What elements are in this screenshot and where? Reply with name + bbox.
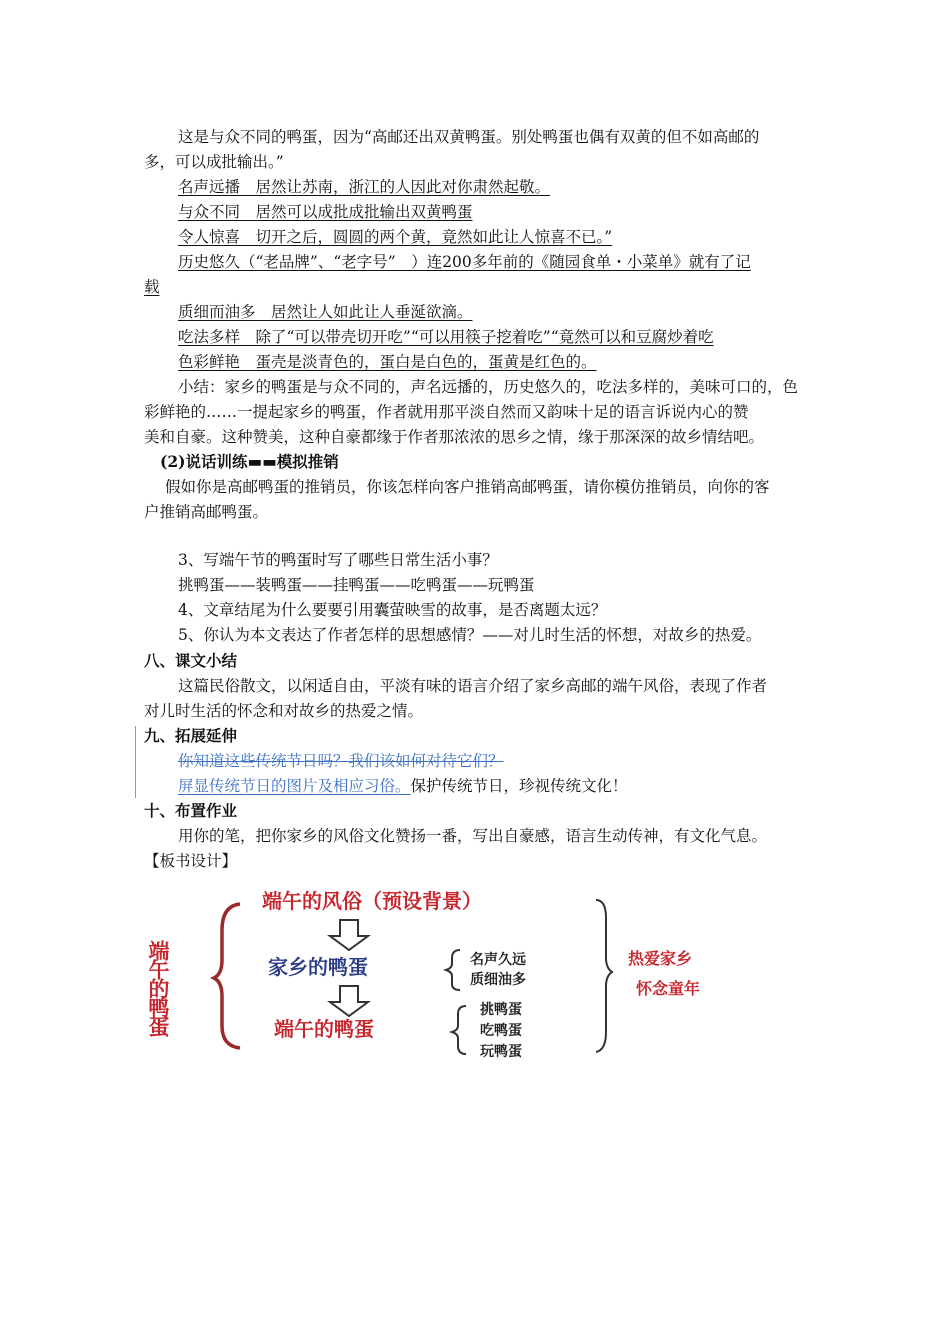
- board-design-label: 【板书设计】: [144, 852, 238, 870]
- deleted-text: 你知道这些传统节日吗？我们该如何对待它们？: [178, 752, 504, 770]
- right-text: 怀念童年: [636, 979, 701, 998]
- point-line: 色彩鲜艳 蛋壳是淡青色的，蛋白是白色的，蛋黄是红色的。: [178, 353, 597, 371]
- down-arrow-icon: [330, 920, 368, 950]
- bottom-item: 玩鸭蛋: [480, 1044, 522, 1060]
- point-line: 令人惊喜 切开之后，圆圆的两个黄，竟然如此让人惊喜不已。”: [178, 228, 613, 246]
- point-line: 历史悠久（“老品牌”、“老字号” ）连200多年前的《随园食单・小菜单》就有了记: [178, 253, 751, 271]
- down-arrow-icon: [330, 986, 368, 1016]
- point-line: 载: [144, 278, 160, 296]
- answer-3: 挑鸭蛋——装鸭蛋——挂鸭蛋——吃鸭蛋——玩鸭蛋: [178, 576, 535, 594]
- speaking-title: (2)说话训练▬▬模拟推销: [160, 452, 339, 471]
- summary-line: 小结：家乡的鸭蛋是与众不同的，声名远播的，历史悠久的，吃法多样的，美味可口的，色: [178, 378, 799, 396]
- bottom-brace: [452, 1006, 466, 1054]
- para-line: 这是与众不同的鸭蛋，因为“高邮还出双黄鸭蛋。别处鸭蛋也偶有双黄的但不如高邮的: [178, 128, 760, 146]
- top-title: 端午的风俗（预设背景）: [262, 889, 482, 913]
- side-title: 端午的鸭蛋: [146, 940, 170, 1035]
- mid-item: 名声久远: [470, 952, 526, 968]
- section-10-heading: 十、布置作业: [144, 801, 238, 820]
- point-line: 名声远播 居然让苏南，浙江的人因此对你肃然起敬。: [178, 178, 551, 196]
- bottom-item: 挑鸭蛋: [480, 1002, 522, 1018]
- point-line: 吃法多样 除了“可以带壳切开吃”“可以用筷子挖着吃”“竟然可以和豆腐炒着吃: [178, 328, 714, 346]
- bottom-title: 端午的鸭蛋: [274, 1017, 374, 1041]
- summary-line: 美和自豪。这种赞美，这种自豪都缘于作者那浓浓的思乡之情，缘于那深深的故乡情结吧。: [144, 428, 765, 446]
- section-8-text: 对儿时生活的怀念和对故乡的热爱之情。: [144, 702, 424, 720]
- section-9-rest: 保护传统节日，珍视传统文化！: [410, 777, 628, 795]
- section-10-text: 用你的笔，把你家乡的风俗文化赞扬一番，写出自豪感，语言生动传神，有文化气息。: [178, 827, 768, 845]
- inserted-text: 屏显传统节日的图片及相应习俗。: [178, 777, 411, 795]
- para-line: 多，可以成批输出。”: [144, 153, 284, 171]
- bottom-item: 吃鸭蛋: [480, 1023, 522, 1039]
- point-line: 质细而油多 居然让人如此让人垂涎欲滴。: [178, 303, 473, 321]
- section-8-heading: 八、课文小结: [144, 651, 238, 670]
- left-brace: [214, 904, 240, 1048]
- point-line: 与众不同 居然可以成批成批输出双黄鸭蛋: [178, 203, 473, 221]
- section-9-line: [178, 775, 628, 797]
- section-8-text: 这篇民俗散文，以闲适自由，平淡有味的语言介绍了家乡高邮的端午风俗，表现了作者: [178, 677, 768, 695]
- speaking-line: 户推销高邮鸭蛋。: [144, 503, 269, 521]
- question-5: 5、你认为本文表达了作者怎样的思想感情？——对儿时生活的怀想，对故乡的热爱。: [178, 626, 762, 644]
- speaking-line: 假如你是高邮鸭蛋的推销员，你该怎样向客户推销高邮鸭蛋，请你模仿推销员，向你的客: [165, 478, 770, 496]
- question-3: 3、写端午节的鸭蛋时写了哪些日常生活小事？: [178, 551, 498, 569]
- mid-title: 家乡的鸭蛋: [268, 955, 368, 979]
- mid-brace: [446, 950, 460, 990]
- mid-item: 质细油多: [470, 972, 526, 988]
- summary-line: 彩鲜艳的……一提起家乡的鸭蛋，作者就用那平淡自然而又韵味十足的语言诉说内心的赞: [144, 403, 749, 421]
- section-9-heading: 九、拓展延伸: [144, 726, 238, 745]
- right-brace: [596, 900, 612, 1052]
- right-text: 热爱家乡: [628, 949, 693, 968]
- question-4: 4、文章结尾为什么要要引用囊萤映雪的故事，是否离题太远？: [178, 601, 607, 619]
- blackboard-diagram: [140, 882, 780, 1067]
- revision-bar: [135, 726, 136, 798]
